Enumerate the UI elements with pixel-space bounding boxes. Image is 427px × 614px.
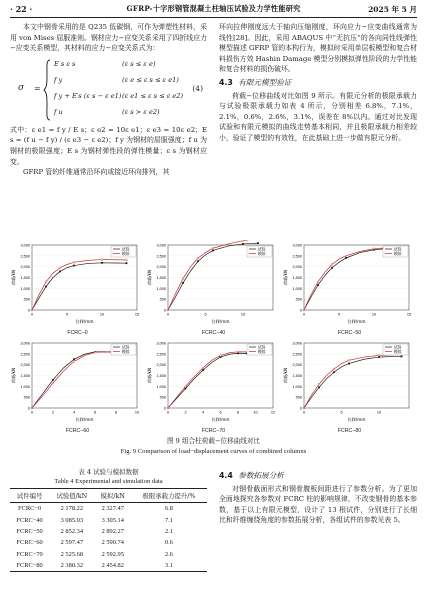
x-axis-label: 位移/mm xyxy=(75,319,94,324)
table-cell: FCRC−50 xyxy=(16,527,43,535)
x-tick-label: 10 xyxy=(371,312,377,317)
legend-label: 模拟 xyxy=(258,349,266,355)
data-point xyxy=(202,369,204,371)
x-tick-label: 0 xyxy=(302,312,306,317)
y-tick-label: 2,500 xyxy=(20,352,30,357)
formula-lhs: σ xyxy=(18,82,25,93)
table-caption-cn: 表 4 试验与模拟数据 xyxy=(78,468,139,476)
table-row xyxy=(10,503,207,515)
y-tick-label: 3,000 xyxy=(156,243,166,248)
table-cell: 2.1 xyxy=(165,527,173,535)
load-displacement-chart xyxy=(10,240,145,326)
x-tick-label: 0 xyxy=(30,312,34,317)
y-tick-label: 1,000 xyxy=(156,384,166,389)
y-tick-label: 2,000 xyxy=(292,265,302,270)
data-point xyxy=(45,281,47,283)
y-tick-label: 2,500 xyxy=(20,254,30,259)
x-tick-label: 2 xyxy=(184,410,187,415)
table-cell: 3 305.14 xyxy=(101,516,124,524)
legend-label: 试验 xyxy=(122,344,130,350)
legend-label: 试验 xyxy=(394,246,402,252)
figure-9-plots xyxy=(10,240,417,435)
equation-number: (4) xyxy=(192,83,203,93)
x-tick-label: 15 xyxy=(406,312,412,317)
x-tick-label: 4 xyxy=(201,410,205,415)
x-tick-label: 10 xyxy=(376,410,382,415)
data-point xyxy=(101,259,103,261)
x-tick-label: 15 xyxy=(134,312,140,317)
table-cell: FCRC−40 xyxy=(16,516,43,524)
x-tick-label: 0 xyxy=(302,410,306,415)
y-tick-label: 1,500 xyxy=(20,276,30,280)
data-point xyxy=(220,355,222,357)
series-line xyxy=(32,260,127,310)
data-point xyxy=(52,382,54,384)
data-point xyxy=(212,250,214,252)
table-4 xyxy=(10,468,207,572)
data-point xyxy=(45,286,47,288)
x-tick-label: 0 xyxy=(166,312,170,317)
legend-label: 模拟 xyxy=(122,251,130,257)
x-tick-label: 10 xyxy=(240,312,246,317)
table-cell: 2 597.47 xyxy=(60,539,84,547)
load-displacement-chart xyxy=(10,338,145,424)
panel-label: FCRC−60 xyxy=(65,428,90,434)
plot-panel xyxy=(282,240,417,336)
plot-panel xyxy=(146,240,281,336)
y-axis-label: 荷载/kN xyxy=(147,269,152,286)
load-displacement-chart xyxy=(282,338,417,424)
y-tick-label: 3,000 xyxy=(292,243,302,248)
data-point xyxy=(73,358,75,360)
panel-label: FCRC−50 xyxy=(337,330,362,336)
y-tick-label: 500 xyxy=(295,395,302,400)
y-tick-label: 0 xyxy=(163,308,166,313)
y-axis-label: 荷载/kN xyxy=(147,367,152,384)
y-axis-label: 荷载/kN xyxy=(283,367,288,384)
y-tick-label: 1,000 xyxy=(20,384,30,389)
table-cell: 2 590.74 xyxy=(101,539,124,547)
plot-panel xyxy=(10,240,145,336)
data-point xyxy=(333,368,335,370)
table-cell: 2 380.32 xyxy=(60,562,84,570)
y-tick-label: 1,000 xyxy=(156,286,166,291)
table-cell: 3.1 xyxy=(165,562,173,570)
table-cell: 2 592.95 xyxy=(101,550,124,558)
table-cell: FCRC−80 xyxy=(16,562,43,570)
data-point xyxy=(212,247,214,249)
data-point xyxy=(197,260,199,262)
formula-brace xyxy=(43,59,51,121)
table-cell: 2 178.22 xyxy=(60,505,84,513)
section-heading xyxy=(219,78,417,89)
legend-label: 模拟 xyxy=(122,349,130,355)
stress-strain-formula xyxy=(10,57,207,123)
data-point xyxy=(167,309,169,311)
paragraph: 式中：ε e1 = f y / E s；ε e2 = 10ε e1；ε e3 = 10ε e2；E s = (f u − f y) / (ε e3 − ε e2)；f y 为钢材的屈服强度；f u 为钢材的极限强度；E s 为钢材弹性段的弹性模量；ε s 为钢材应变。 xyxy=(10,125,207,166)
y-tick-label: 2,500 xyxy=(292,254,302,259)
data-point xyxy=(303,309,305,311)
data-point xyxy=(331,264,333,266)
table-row xyxy=(10,514,207,525)
section-heading xyxy=(219,471,417,482)
y-tick-label: 1,000 xyxy=(20,286,30,291)
paragraph: 环向拉伸刚度远大于轴向压缩刚度，环向应力−应变曲线通常为线性[28]。因此，采用 ABAQUS 中“无抗压”的各向同性线弹性模型描述 GFRP 管的本构行为，模拟时采用单层板模型和复合材料损伤方效 Hashin Damage 模型分别模拟弹性阶段的力学性能和复合材料的损伤破坏。 xyxy=(219,23,417,74)
y-tick-label: 2,000 xyxy=(292,363,302,368)
table-cell: 2 454.82 xyxy=(101,562,124,570)
formula-row-expr: f u xyxy=(54,107,63,116)
right-column xyxy=(219,22,417,144)
y-tick-label: 0 xyxy=(299,406,302,411)
table-cell: 2 327.47 xyxy=(101,505,124,513)
formula-row-expr: E s ε s xyxy=(54,59,76,68)
data-point xyxy=(59,267,61,269)
x-axis-label: 位移/mm xyxy=(211,319,230,324)
table-row xyxy=(10,537,207,548)
legend-label: 试验 xyxy=(122,246,130,252)
data-point xyxy=(94,351,96,353)
x-tick-label: 2 xyxy=(51,410,55,415)
figure-caption-en: Fig. 9 Comparison of load−displacement curves of combined columns xyxy=(120,447,307,455)
table-cell: FCRC−0 xyxy=(18,505,42,513)
table-header-row xyxy=(10,489,207,503)
y-tick-label: 2,500 xyxy=(292,352,302,357)
x-tick-label: 12 xyxy=(270,410,276,415)
plot-panel xyxy=(146,338,281,434)
load-displacement-chart xyxy=(282,240,417,326)
y-tick-label: 0 xyxy=(163,406,166,411)
data-point xyxy=(373,248,375,250)
y-tick-label: 2,000 xyxy=(20,363,30,368)
data-point xyxy=(318,383,320,385)
x-tick-label: 0 xyxy=(30,410,34,415)
plot-panel xyxy=(10,338,145,434)
page-header xyxy=(0,0,427,20)
data-point xyxy=(333,371,335,373)
y-tick-label: 2,500 xyxy=(156,352,166,357)
data-point xyxy=(317,281,319,283)
page-number: · 22 · xyxy=(10,4,33,14)
y-tick-label: 1,500 xyxy=(156,276,166,280)
y-tick-label: 500 xyxy=(23,297,30,302)
column-header: 模拟/kN xyxy=(100,492,125,500)
y-tick-label: 0 xyxy=(27,308,30,313)
data-point xyxy=(31,407,33,409)
y-tick-label: 1,500 xyxy=(292,374,302,378)
header-rule xyxy=(10,17,417,18)
data-point xyxy=(331,267,333,269)
paragraph: 荷载−位移曲线对比如图 9 所示。有限元分析的极限承载力与试验极限承载力如表 4 所示，分别相差 6.8%，7.1%，2.1%，0.6%，2.6%，3.1%，误差在 8%以内。通过对比发现试验和有限元模拟的曲线走势基本相同，并且极限承载力相差较小，验证了模型的有效性，在此基础上进一步做有限元分析。 xyxy=(219,91,417,142)
data-point xyxy=(73,265,75,267)
series-line xyxy=(168,352,247,408)
y-tick-label: 500 xyxy=(295,297,302,302)
data-point xyxy=(167,407,169,409)
data-point xyxy=(73,261,75,263)
x-axis-label: 位移/mm xyxy=(75,417,94,422)
section-title: 参数拓展分析 xyxy=(238,471,284,480)
y-tick-label: 2,000 xyxy=(156,363,166,368)
x-tick-label: 5 xyxy=(340,410,343,415)
data-point xyxy=(237,351,239,353)
data-point xyxy=(202,367,204,369)
running-title: GFRP-十字形钢管混凝土柱轴压试验及力学性能研究 xyxy=(126,4,301,13)
paragraph: GFRP 管的纤维通常沿环向或接近环向排列，其 xyxy=(23,168,170,177)
formula-row-expr: f y + E′s (ε s − ε e1) xyxy=(54,91,122,100)
column-header: 试件编号 xyxy=(16,492,43,500)
x-tick-label: 0 xyxy=(166,410,170,415)
data-point xyxy=(182,278,184,280)
legend-label: 模拟 xyxy=(258,251,266,257)
table-cell: FCRC−70 xyxy=(16,550,43,558)
formula-row-cond: (ε e1 ≤ ε s ≤ ε e2) xyxy=(122,91,184,100)
series-line xyxy=(168,353,247,408)
x-tick-label: 4 xyxy=(72,410,76,415)
load-displacement-chart xyxy=(146,338,281,424)
y-axis-label: 荷载/kN xyxy=(11,367,16,384)
panel-label: FCRC−0 xyxy=(67,330,88,336)
y-tick-label: 1,000 xyxy=(292,384,302,389)
data-point xyxy=(73,361,75,363)
table-caption-en: Table 4 Experimental and simulation data xyxy=(54,478,163,485)
data-point xyxy=(318,387,320,389)
table-row xyxy=(10,526,207,537)
series-line xyxy=(32,352,111,408)
x-axis-label: 位移/mm xyxy=(211,417,230,422)
paragraph: 本文中钢骨采用的是 Q235 低碳钢，可作为弹塑性材料，采用 von Mises 屈服准则。钢材应力−应变关系采用了四折线应力−应变关系模型，其材料的应力−应变关系式为： xyxy=(10,23,207,53)
table-row xyxy=(10,549,207,560)
data-point xyxy=(317,284,319,286)
legend-label: 试验 xyxy=(394,344,402,350)
y-tick-label: 0 xyxy=(299,308,302,313)
x-axis-label: 位移/mm xyxy=(347,319,366,324)
table-cell: 3 085.93 xyxy=(60,516,84,524)
data-point xyxy=(345,257,347,259)
table-cell: 7.1 xyxy=(165,516,173,524)
y-tick-label: 3,000 xyxy=(20,341,30,346)
y-tick-label: 500 xyxy=(159,395,166,400)
y-tick-label: 1,000 xyxy=(292,286,302,291)
y-tick-label: 500 xyxy=(23,395,30,400)
x-tick-label: 10 xyxy=(99,312,105,317)
formula-row-expr: f y xyxy=(54,75,63,84)
series-line xyxy=(32,352,111,408)
data-point xyxy=(348,363,350,365)
data-point xyxy=(31,309,33,311)
legend-label: 模拟 xyxy=(394,349,402,355)
legend-label: 试验 xyxy=(258,344,266,350)
section-title: 有限元模型验证 xyxy=(238,77,292,87)
left-column xyxy=(10,22,207,178)
table-cell: 0.6 xyxy=(165,539,173,547)
y-tick-label: 3,000 xyxy=(156,341,166,346)
y-tick-label: 2,000 xyxy=(156,265,166,270)
table-caption xyxy=(10,468,207,486)
formula-equals: = xyxy=(34,83,41,93)
y-tick-label: 500 xyxy=(159,297,166,302)
x-tick-label: 5 xyxy=(65,312,69,317)
data-point xyxy=(185,385,187,387)
data-point xyxy=(197,257,199,259)
section-4-4 xyxy=(219,468,417,526)
data-point xyxy=(378,356,380,358)
y-tick-label: 0 xyxy=(27,406,30,411)
y-tick-label: 1,500 xyxy=(20,374,30,378)
y-tick-label: 2,500 xyxy=(156,254,166,259)
x-axis-label: 位移/mm xyxy=(347,417,366,422)
y-tick-label: 2,000 xyxy=(20,265,30,270)
load-displacement-chart xyxy=(146,240,281,326)
legend-label: 试验 xyxy=(258,246,266,252)
x-tick-label: 6 xyxy=(219,410,222,415)
section-number: 4.4 xyxy=(219,471,233,480)
issue-date: 2025 年 5 月 xyxy=(368,5,417,14)
table-cell: 2 892.27 xyxy=(101,527,124,535)
data-point xyxy=(242,240,244,242)
formula-row-cond: (ε s ≤ ε e) xyxy=(122,59,156,68)
y-tick-label: 3,000 xyxy=(292,341,302,346)
legend-label: 模拟 xyxy=(394,251,402,257)
y-axis-label: 荷载/kN xyxy=(11,269,16,286)
panel-label: FCRC−70 xyxy=(201,428,226,434)
x-tick-label: 6 xyxy=(93,410,97,415)
y-tick-label: 1,500 xyxy=(292,276,302,280)
plot-panel xyxy=(282,338,417,434)
y-tick-label: 1,500 xyxy=(156,374,166,378)
x-tick-label: 8 xyxy=(114,410,118,415)
data-point xyxy=(126,259,128,261)
table-cell: 2.6 xyxy=(165,550,173,558)
panel-label: FCRC−40 xyxy=(201,330,226,336)
data-point xyxy=(182,282,184,284)
table-row xyxy=(10,560,207,572)
figure-caption xyxy=(0,437,427,456)
x-tick-label: 10 xyxy=(134,410,140,415)
data-point xyxy=(242,243,244,245)
column-header: 极限承载力提升/% xyxy=(142,492,196,500)
series-line xyxy=(304,248,402,310)
table-cell: FCRC−60 xyxy=(16,539,43,547)
x-tick-label: 5 xyxy=(204,312,207,317)
data-table xyxy=(10,488,207,572)
data-point xyxy=(348,359,350,361)
y-axis-label: 荷载/kN xyxy=(283,269,288,286)
paragraph: 对钢骨截面形式和钢骨腹板间距进行了参数分析。为了更加全面地探究各参数对 FCRC 柱的影响规律，不改变钢骨的基本参数，基于以上有限元模型，设计了 13 根试件，分别进行了长细比和纤维缠绕角度的参数拓展分析，各组试件的参数见表 5。 xyxy=(219,484,417,525)
y-tick-label: 3,000 xyxy=(20,243,30,248)
formula-row-cond: (ε s > ε e2) xyxy=(122,107,160,116)
data-point xyxy=(185,388,187,390)
data-point xyxy=(52,379,54,381)
data-point xyxy=(126,262,128,264)
data-point xyxy=(59,271,61,273)
column-header: 试验值/kN xyxy=(56,492,88,500)
x-tick-label: 8 xyxy=(236,410,240,415)
table-cell: 2 852.34 xyxy=(60,527,84,535)
table-cell: 6.8 xyxy=(165,505,173,513)
panel-label: FCRC−80 xyxy=(337,428,362,434)
series-line xyxy=(168,243,258,310)
x-tick-label: 5 xyxy=(337,312,341,317)
data-point xyxy=(101,262,103,264)
data-point xyxy=(257,242,259,244)
section-number: 4.3 xyxy=(219,77,233,87)
data-point xyxy=(303,407,305,409)
series-line xyxy=(304,356,402,408)
x-tick-label: 10 xyxy=(253,410,258,415)
formula-row-cond: (ε e ≤ ε s ≤ ε e1) xyxy=(122,75,179,84)
data-point xyxy=(378,354,380,356)
table-cell: 2 525.68 xyxy=(60,550,84,558)
figure-caption-cn: 图 9 组合柱荷载−位移曲线对比 xyxy=(166,437,261,445)
data-point xyxy=(345,255,347,257)
